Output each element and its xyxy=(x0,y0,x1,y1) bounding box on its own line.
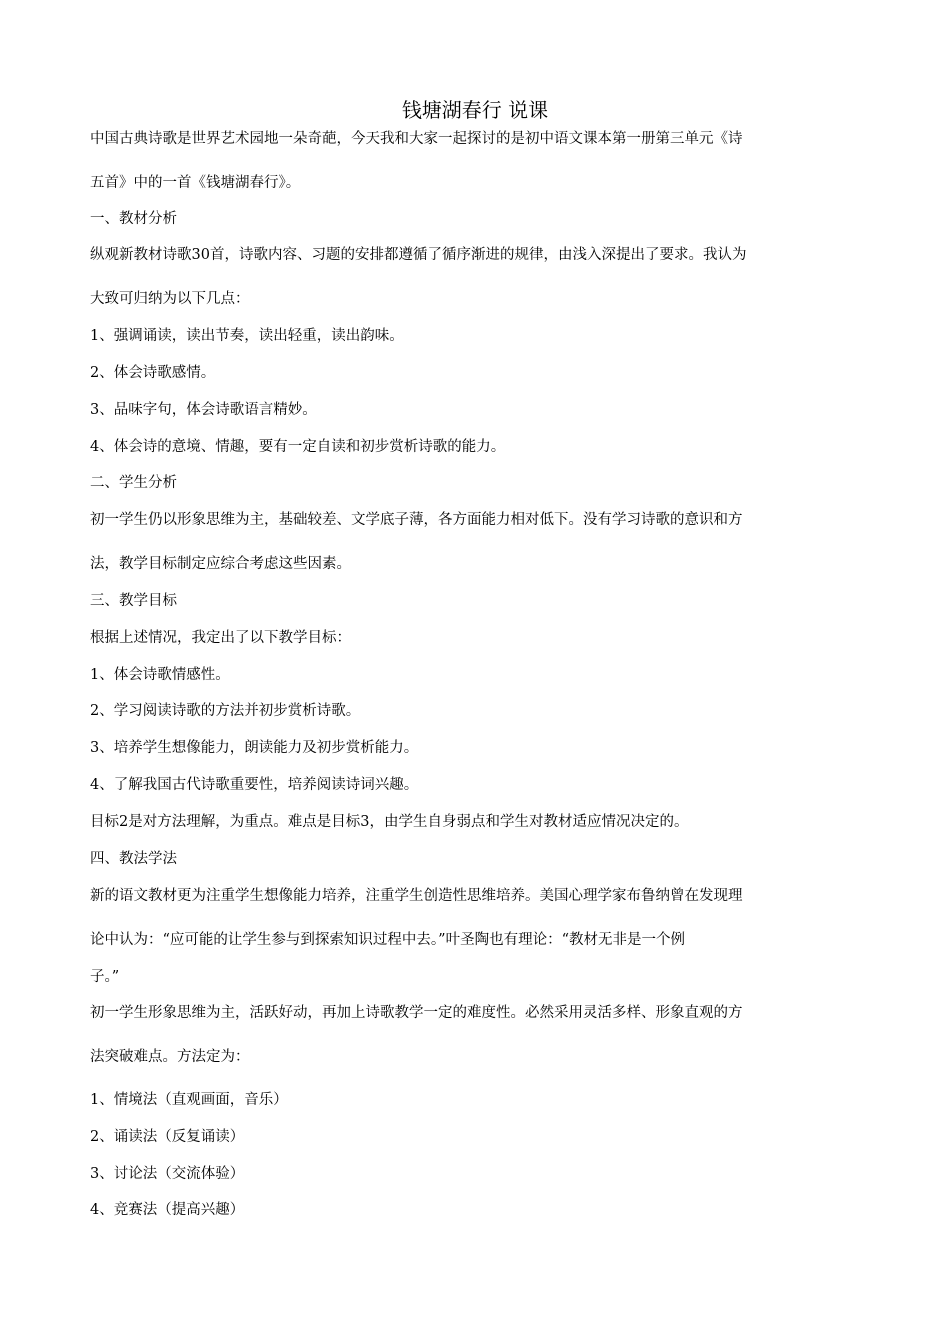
list-item: 1、体会诗歌情感性。 xyxy=(90,667,230,683)
paragraph-line: 初一学生仍以形象思维为主，基础较差、文学底子薄，各方面能力相对低下。没有学习诗歌的意识和方 xyxy=(90,512,743,528)
list-item: 3、培养学生想像能力，朗读能力及初步赏析能力。 xyxy=(90,740,419,756)
paragraph-line: 纵观新教材诗歌30首，诗歌内容、习题的安排都遵循了循序渐进的规律，由浅入深提出了要求。我认为 xyxy=(90,247,747,263)
list-item: 4、竞赛法（提高兴趣） xyxy=(90,1202,245,1218)
list-item: 2、诵读法（反复诵读） xyxy=(90,1129,245,1145)
paragraph-line: 法，教学目标制定应综合考虑这些因素。 xyxy=(90,556,351,572)
section-heading: 二、学生分析 xyxy=(90,475,177,491)
section-heading: 一、教材分析 xyxy=(90,211,177,227)
list-item: 3、讨论法（交流体验） xyxy=(90,1166,245,1182)
paragraph-line: 论中认为：“应可能的让学生参与到探索知识过程中去。”叶圣陶也有理论：“教材无非是一个例 xyxy=(90,932,685,948)
paragraph-line: 目标2是对方法理解，为重点。难点是目标3，由学生自身弱点和学生对教材适应情况决定的。 xyxy=(90,814,689,830)
paragraph-line: 初一学生形象思维为主，活跃好动，再加上诗歌教学一定的难度性。必然采用灵活多样、形象直观的方 xyxy=(90,1005,743,1021)
section-heading: 四、教法学法 xyxy=(90,851,177,867)
section-heading: 三、教学目标 xyxy=(90,593,177,609)
paragraph-line: 法突破难点。方法定为： xyxy=(90,1049,250,1065)
list-item: 1、情境法（直观画面，音乐） xyxy=(90,1092,288,1108)
list-item: 3、品味字句，体会诗歌语言精妙。 xyxy=(90,402,317,418)
paragraph-line: 中国古典诗歌是世界艺术园地一朵奇葩，今天我和大家一起探讨的是初中语文课本第一册第三单元《诗 xyxy=(90,131,743,147)
list-item: 1、强调诵读，读出节奏，读出轻重，读出韵味。 xyxy=(90,328,404,344)
paragraph-line: 子。” xyxy=(90,969,120,985)
document-title: 钱塘湖春行 说课 xyxy=(401,98,549,122)
paragraph-line: 五首》中的一首《钱塘湖春行》。 xyxy=(90,175,301,191)
paragraph-line: 大致可归纳为以下几点： xyxy=(90,291,250,307)
list-item: 4、了解我国古代诗歌重要性，培养阅读诗词兴趣。 xyxy=(90,777,419,793)
paragraph-line: 新的语文教材更为注重学生想像能力培养，注重学生创造性思维培养。美国心理学家布鲁纳曾在发现理 xyxy=(90,888,743,904)
list-item: 2、学习阅读诗歌的方法并初步赏析诗歌。 xyxy=(90,703,361,719)
list-item: 4、体会诗的意境、情趣，要有一定自读和初步赏析诗歌的能力。 xyxy=(90,439,506,455)
paragraph-line: 根据上述情况，我定出了以下教学目标： xyxy=(90,630,351,646)
list-item: 2、体会诗歌感情。 xyxy=(90,365,216,381)
